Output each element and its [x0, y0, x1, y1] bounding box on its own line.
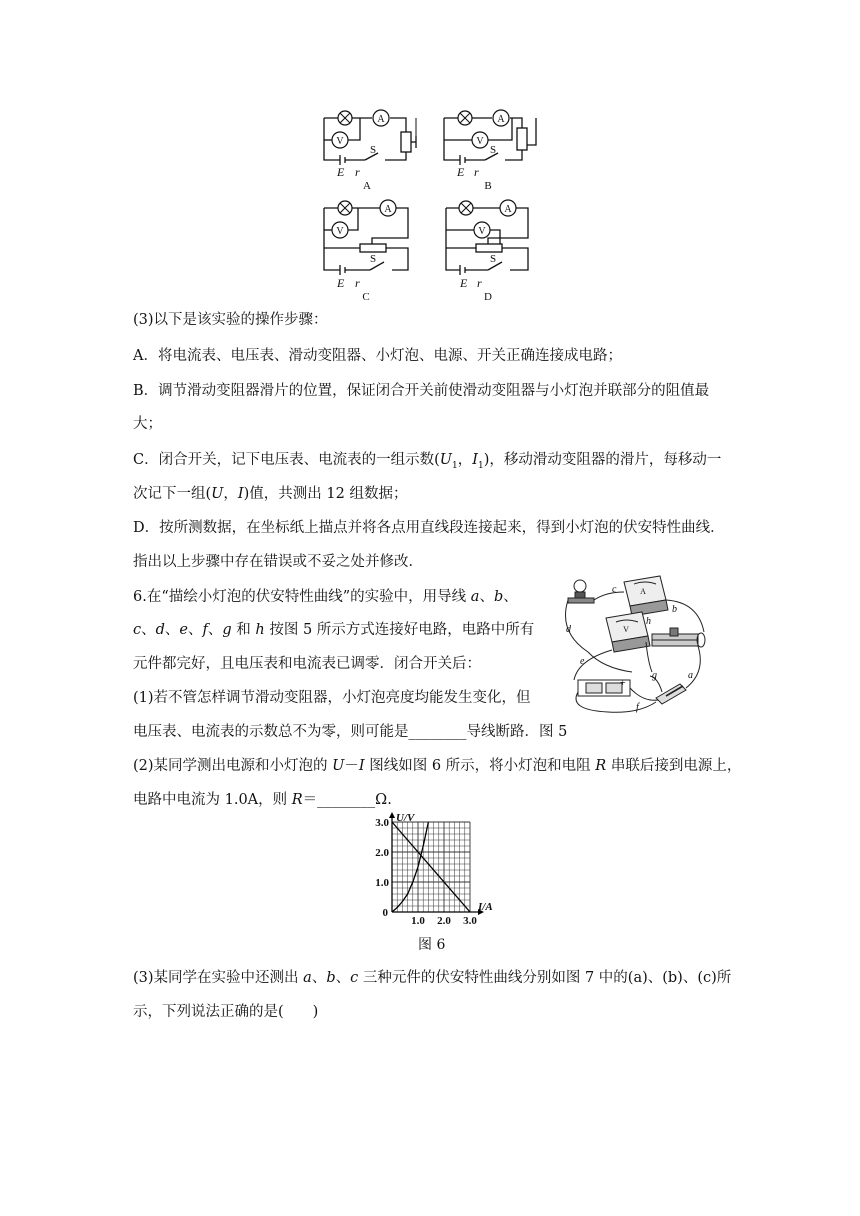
q6-line3: 元件都完好，且电压表和电流表已调零．闭合开关后： — [133, 656, 481, 672]
wire-label-c: c — [612, 584, 617, 595]
wire-label-b: b — [672, 604, 677, 615]
q5-step-b-line2: 大； — [133, 416, 162, 432]
voltmeter-letter: V — [476, 136, 484, 147]
wire-label-e: e — [580, 656, 585, 667]
lamp-icon — [338, 111, 352, 125]
battery-plus-sign: + — [620, 678, 626, 689]
emf-label: E — [457, 165, 465, 179]
q5-step-d-line1: D．按所测数据，在坐标纸上描点并将各点用直线段连接起来，得到小灯泡的伏安特性曲线． — [133, 520, 725, 536]
resistance-label: r — [355, 276, 360, 290]
x-tick-label: 2.0 — [437, 915, 451, 926]
switch-label: S — [490, 253, 497, 265]
fig6-caption: 图 6 — [418, 937, 446, 953]
q6-part1-line1: (1)若不管怎样调节滑动变阻器，小灯泡亮度均能发生变化，但 — [133, 690, 531, 706]
wire-label-a: a — [688, 670, 693, 681]
resistance-label: r — [477, 276, 482, 290]
option-label-a: A — [363, 180, 371, 192]
circuit-options-figure — [0, 0, 860, 310]
circuit-c — [324, 208, 408, 275]
voltmeter-letter: V — [336, 226, 344, 237]
emf-label: E — [460, 276, 468, 290]
fig5-ammeter-letter: A — [640, 587, 646, 596]
ammeter-letter: A — [504, 204, 512, 215]
x-tick-label: 3.0 — [463, 915, 477, 926]
y-tick-label: 1.0 — [375, 877, 389, 889]
q6-part2-line1: (2)某同学测出电源和小灯泡的 U－I 图线如图 6 所示，将小灯泡和电阻 R 串联后接到电源上， — [133, 758, 742, 774]
wire-label-d: d — [566, 624, 571, 635]
y-axis-arrow — [389, 812, 395, 818]
bulb-icon — [574, 580, 586, 592]
switch-label: S — [370, 144, 377, 156]
q6-part3-line1: (3)某同学在实验中还测出 a、b、c 三种元件的伏安特性曲线分别如图 7 中的(a)、(b)、(c)所 — [133, 970, 732, 986]
origin-label: 0 — [382, 907, 388, 919]
resistance-label: r — [355, 165, 360, 179]
q6-part3-line2: 示，下列说法正确的是( ) — [133, 1004, 319, 1020]
q6-part2-line2: 电路中电流为 1.0A，则 R＝________Ω. — [133, 792, 392, 808]
q5-step-c-line2: 次记下一组(U，I)值，共测出 12 组数据； — [133, 486, 408, 502]
q6-line2: c、d、e、f、g 和 h 按图 5 所示方式连接好电路，电路中所有 — [133, 622, 535, 638]
fig5-voltmeter-letter: V — [623, 625, 629, 634]
fig6-ui-chart — [362, 812, 502, 926]
fig5-apparatus — [548, 572, 718, 722]
option-label-c: C — [362, 291, 370, 303]
emf-label: E — [337, 165, 345, 179]
lamp-icon — [459, 201, 473, 215]
wire-label-g: g — [652, 670, 657, 681]
ammeter-letter: A — [497, 114, 505, 125]
x-axis-label: I/A — [478, 901, 493, 913]
voltmeter-letter: V — [478, 226, 486, 237]
y-tick-label: 3.0 — [375, 817, 389, 829]
chart-series — [392, 822, 470, 912]
wire-label-h: h — [646, 616, 651, 627]
y-tick-label: 2.0 — [375, 847, 389, 859]
circuit-d — [446, 208, 528, 275]
q5-part3-intro: (3)以下是该实验的操作步骤： — [133, 312, 328, 328]
emf-label: E — [337, 276, 345, 290]
resistance-label: r — [474, 165, 479, 179]
lamp-icon — [338, 201, 352, 215]
q5-step-d-line2: 指出以上步骤中存在错误或不妥之处并修改． — [133, 554, 423, 570]
q5-step-c-line1: C．闭合开关，记下电压表、电流表的一组示数($U_1$，$I_1$)，移动滑动变阻器的滑片，每移动一 — [133, 452, 722, 471]
y-axis-label: U/V — [396, 812, 415, 824]
option-label-d: D — [484, 291, 492, 303]
circuit-b — [444, 118, 536, 165]
switch-label: S — [370, 253, 377, 265]
lamp-ui-curve — [392, 822, 428, 912]
ammeter-letter: A — [377, 114, 385, 125]
q5-step-a: A．将电流表、电压表、滑动变阻器、小灯泡、电源、开关正确连接成电路； — [133, 348, 622, 364]
x-tick-label: 1.0 — [411, 915, 425, 926]
voltmeter-letter: V — [336, 136, 344, 147]
chart-tick-labels — [375, 812, 492, 926]
lamp-icon — [458, 111, 472, 125]
q5-step-b-line1: B．调节滑动变阻器滑片的位置，保证闭合开关前使滑动变阻器与小灯泡并联部分的阻值最 — [133, 383, 710, 399]
q6-line1: 6.在“描绘小灯泡的伏安特性曲线”的实验中，用导线 a、b、 — [133, 589, 518, 605]
wire-label-f: f — [636, 702, 639, 713]
switch-label: S — [490, 144, 497, 156]
ammeter-letter: A — [384, 204, 392, 215]
option-label-b: B — [484, 180, 492, 192]
q6-part1-line2: 电压表、电流表的示数总不为零，则可能是________导线断路．图 5 — [133, 724, 568, 740]
